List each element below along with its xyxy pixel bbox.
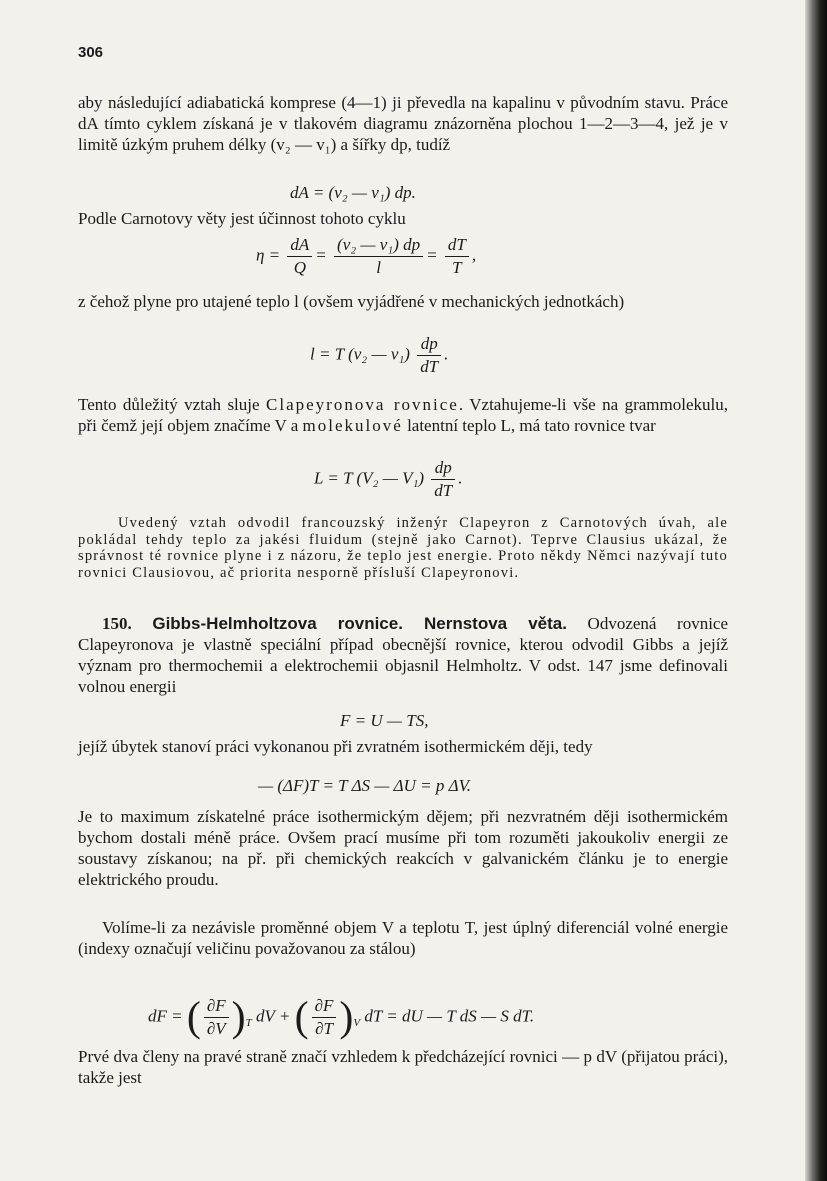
paragraph-isothermal: jejíž úbytek stanoví práci vykonanou při zvratném isothermickém ději, tedy bbox=[78, 737, 593, 756]
partial-f-v: $\frac{\partial F}{\partial V}$ bbox=[204, 996, 229, 1039]
equation-clapeyron-l: l = T (v₂ — v₁) $\frac{dp}{dT}$ . bbox=[310, 334, 449, 376]
fraction-dp-dt-molar: $\frac{dp}{dT}$ bbox=[431, 458, 455, 501]
equation-total-differential: dF = ( $\frac{\partial F}{\partial V}$ )$_T$ dV + ( $\frac{\partial F}{\partial T}$ )$_V$ dT = dU — T dS — S dT. bbox=[148, 994, 535, 1041]
section-title: Gibbs-Helmholtzova rovnice. Nernstova věta. bbox=[152, 614, 567, 633]
paragraph-differential: Volíme-li za nezávisle proměnné objem V a teplotu T, jest úplný diferenciál volné energie (indexy označují veličinu považovanou za stálou) bbox=[78, 918, 728, 958]
paragraph-maximum-work: Je to maximum získatelné práce isothermickým dějem; při nezvratném ději isothermickém bychom dostali méně práce. Ovšem prací musíme při tom rozuměti jakoukoliv energii ze soustavy získanou; na př. při chemických reakcích v galvanickém článku je to energie elektrického proudu. bbox=[78, 807, 728, 889]
equation-clapeyron-molar: L = T (V₂ — V₁) $\frac{dp}{dT}$ . bbox=[314, 458, 463, 500]
paragraph-latent-heat: z čehož plyne pro utajené teplo l (ovšem vyjádřené v mechanických jednotkách) bbox=[78, 292, 625, 311]
page-number: 306 bbox=[78, 44, 104, 61]
equation-work: dA = (v₂ — v₁) dp. bbox=[290, 183, 416, 202]
fraction-v-dp-l: $\frac{\text{(v₂ — v₁) dp}}{l}$ bbox=[334, 235, 423, 278]
paragraph-clapeyron: Tento důležitý vztah sluje Clapeyronova rovnice. Vztahujeme-li vše na grammolekulu, při čemž její objem značíme V a molekulové latentní teplo L, má tato rovnice tvar bbox=[78, 395, 728, 435]
equation-free-energy: F = U — TS, bbox=[340, 711, 429, 730]
section-number: 150. bbox=[102, 614, 132, 633]
equation-work-max: — (ΔF)T = T ΔS — ΔU = p ΔV. bbox=[258, 776, 472, 795]
paragraph-adiabatic: aby následující adiabatická komprese (4—1) ji převedla na kapalinu v původním stavu. Práce dA tímto cyklem získaná je v tlakovém diagramu znázorněna plochou 1—2—3—4, jež je v limitě úzkým pruhem délky (v₂ — v₁) a šířky dp, tudíž bbox=[78, 93, 728, 154]
fraction-dt-t: $\frac{dT}{T}$ bbox=[445, 235, 469, 278]
fraction-dp-dt: $\frac{dp}{dT}$ bbox=[417, 334, 441, 377]
book-spine-shadow bbox=[805, 0, 827, 1181]
section-150: 150. Gibbs-Helmholtzova rovnice. Nernstova věta. Odvozená rovnice Clapeyronova je vlastně speciální případ obecnější rovnice, kterou odvodil Gibbs a jejíž význam pro thermochemii a elektrochemii objasnil Helmholtz. V odst. 147 jsme definovali volnou energii bbox=[78, 614, 729, 696]
note-historical: Uvedený vztah odvodil francouzský inženýr Clapeyron z Carnotových úvah, ale pokládal tehdy teplo za jakési fluidum (stejně jako Carnot). Teprve Clausius ukázal, že správnost té rovnice plyne i z názoru, že teplo jest energie. Proto někdy Němci nazývají tuto rovnici Clausiovou, ač priorita nesporně přísluší Clapeyronovi. bbox=[78, 515, 728, 581]
paragraph-first-terms: Prvé dva členy na pravé straně značí vzhledem k předcházející rovnici — p dV (přijatou práci), takže jest bbox=[78, 1047, 728, 1087]
partial-f-t: $\frac{\partial F}{\partial T}$ bbox=[312, 996, 337, 1039]
paragraph-carnot: Podle Carnotovy věty jest účinnost tohoto cyklu bbox=[78, 209, 406, 228]
fraction-da-q: $\frac{dA}{Q}$ bbox=[287, 235, 312, 278]
equation-efficiency: η = $\frac{dA}{Q}$ = $\frac{\text{(v₂ — v₁) dp}}{l}$ = $\frac{dT}{T}$ , bbox=[256, 235, 477, 277]
